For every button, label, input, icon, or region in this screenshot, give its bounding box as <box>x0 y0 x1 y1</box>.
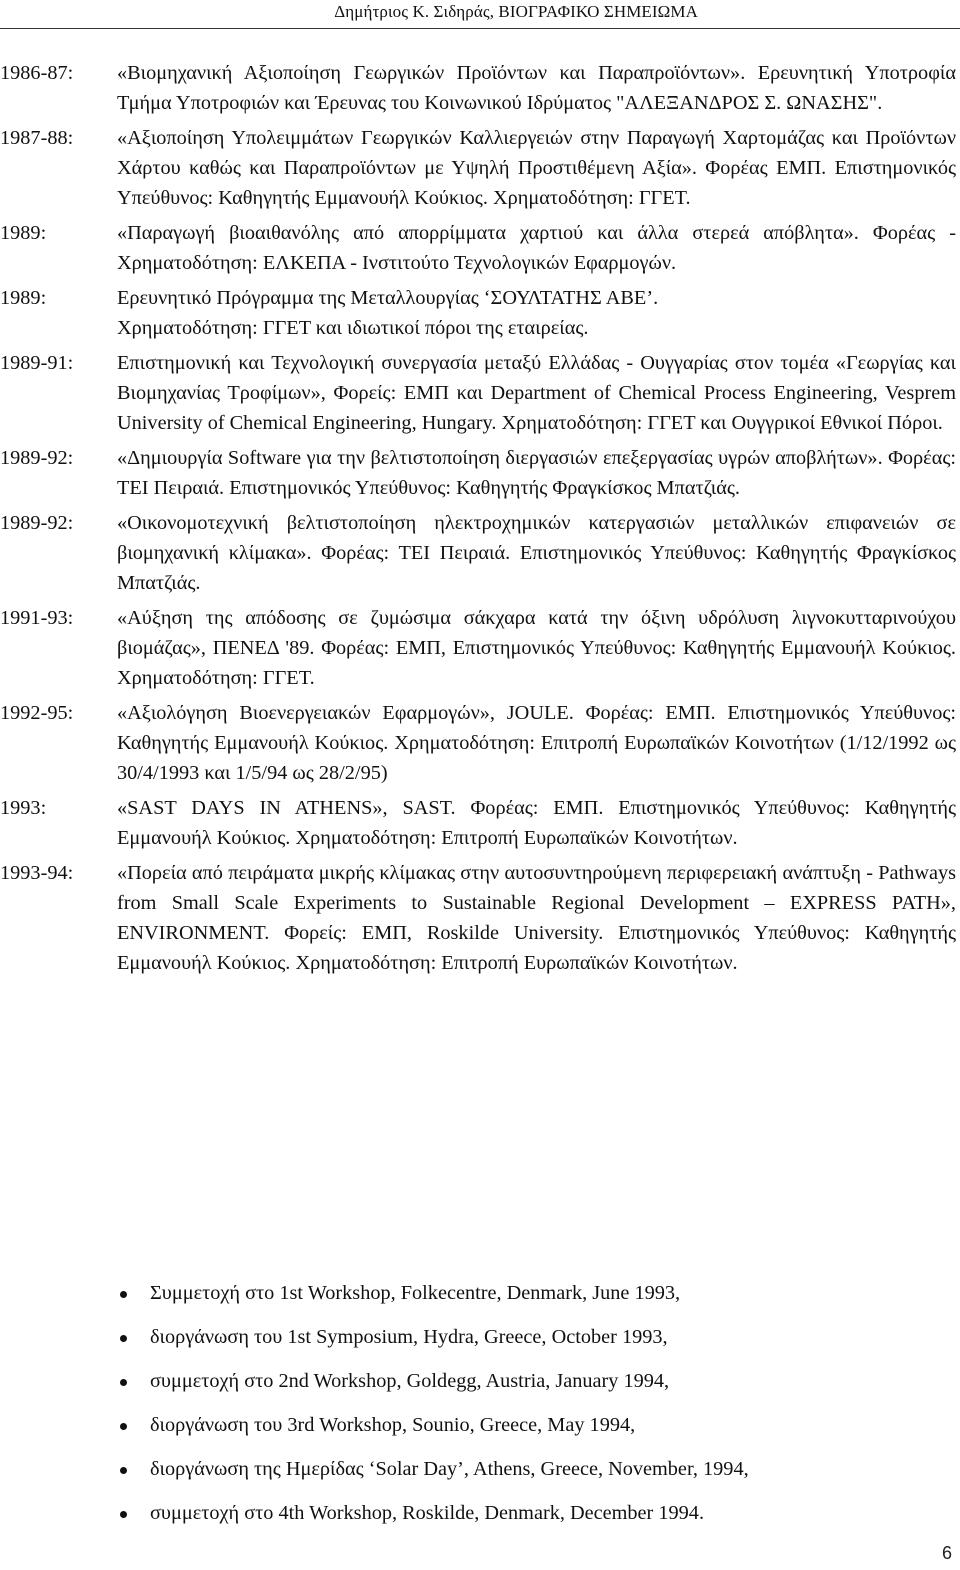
project-entry <box>0 58 956 118</box>
page-header: Δημήτριος Κ. Σιδηράς, ΒΙΟΓΡΑΦΙΚΟ ΣΗΜΕΙΩΜΑ <box>334 2 698 21</box>
workshop-list <box>120 1278 920 1542</box>
project-entry <box>0 603 956 693</box>
project-description: Ερευνητικό Πρόγραμμα της Μεταλλουργίας ‘ΣΟΥΛΤΑΤΗΣ ΑΒΕ’. Χρηματοδότηση: ΓΓΕΤ και ιδιωτικοί πόροι της εταιρείας. <box>117 287 659 339</box>
bullet-icon <box>120 1335 127 1342</box>
list-item <box>120 1454 920 1498</box>
page-number: 6 <box>941 1543 952 1563</box>
project-entry <box>0 858 956 978</box>
project-year: 1992-95: <box>0 702 74 724</box>
project-description: «Βιομηχανική Αξιοποίηση Γεωργικών Προϊόντων και Παραπροϊόντων». Ερευνητική Υποτροφία Τμήμα Υποτροφιών και Έρευνας του Κοινωνικού Ιδρύματος "ΑΛΕΞΑΝΔΡΟΣ Σ. ΩΝΑΣΗΣ". <box>117 62 956 114</box>
project-year: 1989-92: <box>0 447 74 469</box>
project-entry <box>0 218 956 278</box>
project-entry <box>0 698 956 788</box>
list-item <box>120 1322 920 1366</box>
project-entry <box>0 283 956 343</box>
list-item-text: συμμετοχή στο 4th Workshop, Roskilde, Denmark, December 1994. <box>150 1502 705 1524</box>
project-year: 1993-94: <box>0 862 74 884</box>
research-projects-list <box>0 58 956 983</box>
list-item-text: διοργάνωση του 1st Symposium, Hydra, Greece, October 1993, <box>150 1326 668 1348</box>
project-entry <box>0 123 956 213</box>
header-divider <box>0 28 960 29</box>
project-description: «Πορεία από πειράματα μικρής κλίμακας στην αυτοσυντηρούμενη περιφερειακή ανάπτυξη - Pathways from Small Scale Experiments to Sustainable Regional Development – EXPRESS PATH», ENVIRONMENT. Φορείς: ΕΜΠ, Roskilde University. Επιστημονικός Υπεύθυνος: Καθηγητής Εμμανουήλ Κούκιος. Χρηματοδότηση: Επιτροπή Ευρωπαϊκών Κοινοτήτων. <box>117 862 956 974</box>
project-year: 1989: <box>0 287 47 309</box>
project-description: «Δημιουργία Software για την βελτιστοποίηση διεργασιών επεξεργασίας υγρών αποβλήτων». Φορέας: ΤΕΙ Πειραιά. Επιστημονικός Υπεύθυνος: Καθηγητής Φραγκίσκος Μπατζιάς. <box>117 447 956 499</box>
bullet-icon <box>120 1423 127 1430</box>
list-item <box>120 1410 920 1454</box>
list-item-text: διοργάνωση του 3rd Workshop, Sounio, Greece, May 1994, <box>150 1414 636 1436</box>
project-entry <box>0 508 956 598</box>
project-description: «Αξιολόγηση Βιοενεργειακών Εφαρμογών», JOULE. Φορέας: ΕΜΠ. Επιστημονικός Υπεύθυνος: Καθηγητής Εμμανουήλ Κούκιος. Χρηματοδότηση: Επιτροπή Ευρωπαϊκών Κοινοτήτων (1/12/1992 ως 30/4/1993 και 1/5/94 ως 28/2/95) <box>117 702 956 784</box>
project-year: 1989-91: <box>0 352 74 374</box>
project-year: 1993: <box>0 797 47 819</box>
project-description: «Οικονομοτεχνική βελτιστοποίηση ηλεκτροχημικών κατεργασιών μεταλλικών επιφανειών σε βιομηχανική κλίμακα». Φορέας: ΤΕΙ Πειραιά. Επιστημονικός Υπεύθυνος: Καθηγητής Φραγκίσκος Μπατζιάς. <box>117 512 956 594</box>
project-description: «Αύξηση της απόδοσης σε ζυμώσιμα σάκχαρα κατά την όξινη υδρόλυση λιγνοκυτταρινούχου βιομάζας», ΠΕΝΕΔ '89. Φορέας: ΕΜΠ, Επιστημονικός Υπεύθυνος: Καθηγητής Εμμανουήλ Κούκιος. Χρηματοδότηση: ΓΓΕΤ. <box>117 607 956 689</box>
project-description: «SAST DAYS IN ATHENS», SAST. Φορέας: ΕΜΠ. Επιστημονικός Υπεύθυνος: Καθηγητής Εμμανουήλ Κούκιος. Χρηματοδότηση: Επιτροπή Ευρωπαϊκών Κοινοτήτων. <box>117 797 956 849</box>
project-entry <box>0 443 956 503</box>
bullet-icon <box>120 1291 127 1298</box>
project-description: Επιστημονική και Τεχνολογική συνεργασία μεταξύ Ελλάδας - Ουγγαρίας στον τομέα «Γεωργίας και Βιομηχανίας Τροφίμων», Φορείς: ΕΜΠ και Department of Chemical Process Engineering, Vesprem University of Chemical Engineering, Hungary. Χρηματοδότηση: ΓΓΕΤ και Ουγγρικοί Εθνικοί Πόροι. <box>117 352 956 434</box>
list-item-text: Συμμετοχή στο 1st Workshop, Folkecentre, Denmark, June 1993, <box>150 1282 681 1304</box>
project-description: «Παραγωγή βιοαιθανόλης από απορρίμματα χαρτιού και άλλα στερεά απόβλητα». Φορέας - Χρηματοδότηση: ΕΛΚΕΠΑ - Ινστιτούτο Τεχνολογικών Εφαρμογών. <box>117 222 956 274</box>
list-item <box>120 1366 920 1410</box>
list-item <box>120 1498 920 1542</box>
project-entry <box>0 348 956 438</box>
project-year: 1989: <box>0 222 47 244</box>
bullet-icon <box>120 1511 127 1518</box>
bullet-icon <box>120 1467 127 1474</box>
project-year: 1986-87: <box>0 62 74 84</box>
list-item-text: διοργάνωση της Ημερίδας ‘Solar Day’, Athens, Greece, November, 1994, <box>150 1458 749 1480</box>
list-item-text: συμμετοχή στο 2nd Workshop, Goldegg, Austria, January 1994, <box>150 1370 670 1392</box>
project-entry <box>0 793 956 853</box>
project-year: 1991-93: <box>0 607 74 629</box>
project-description: «Αξιοποίηση Υπολειμμάτων Γεωργικών Καλλιεργειών στην Παραγωγή Χαρτομάζας και Προϊόντων Χάρτου καθώς και Παραπροϊόντων με Υψηλή Προστιθέμενη Αξία». Φορέας ΕΜΠ. Επιστημονικός Υπεύθυνος: Καθηγητής Εμμανουήλ Κούκιος. Χρηματοδότηση: ΓΓΕΤ. <box>117 127 956 209</box>
bullet-icon <box>120 1379 127 1386</box>
project-year: 1989-92: <box>0 512 74 534</box>
list-item <box>120 1278 920 1322</box>
project-year: 1987-88: <box>0 127 74 149</box>
